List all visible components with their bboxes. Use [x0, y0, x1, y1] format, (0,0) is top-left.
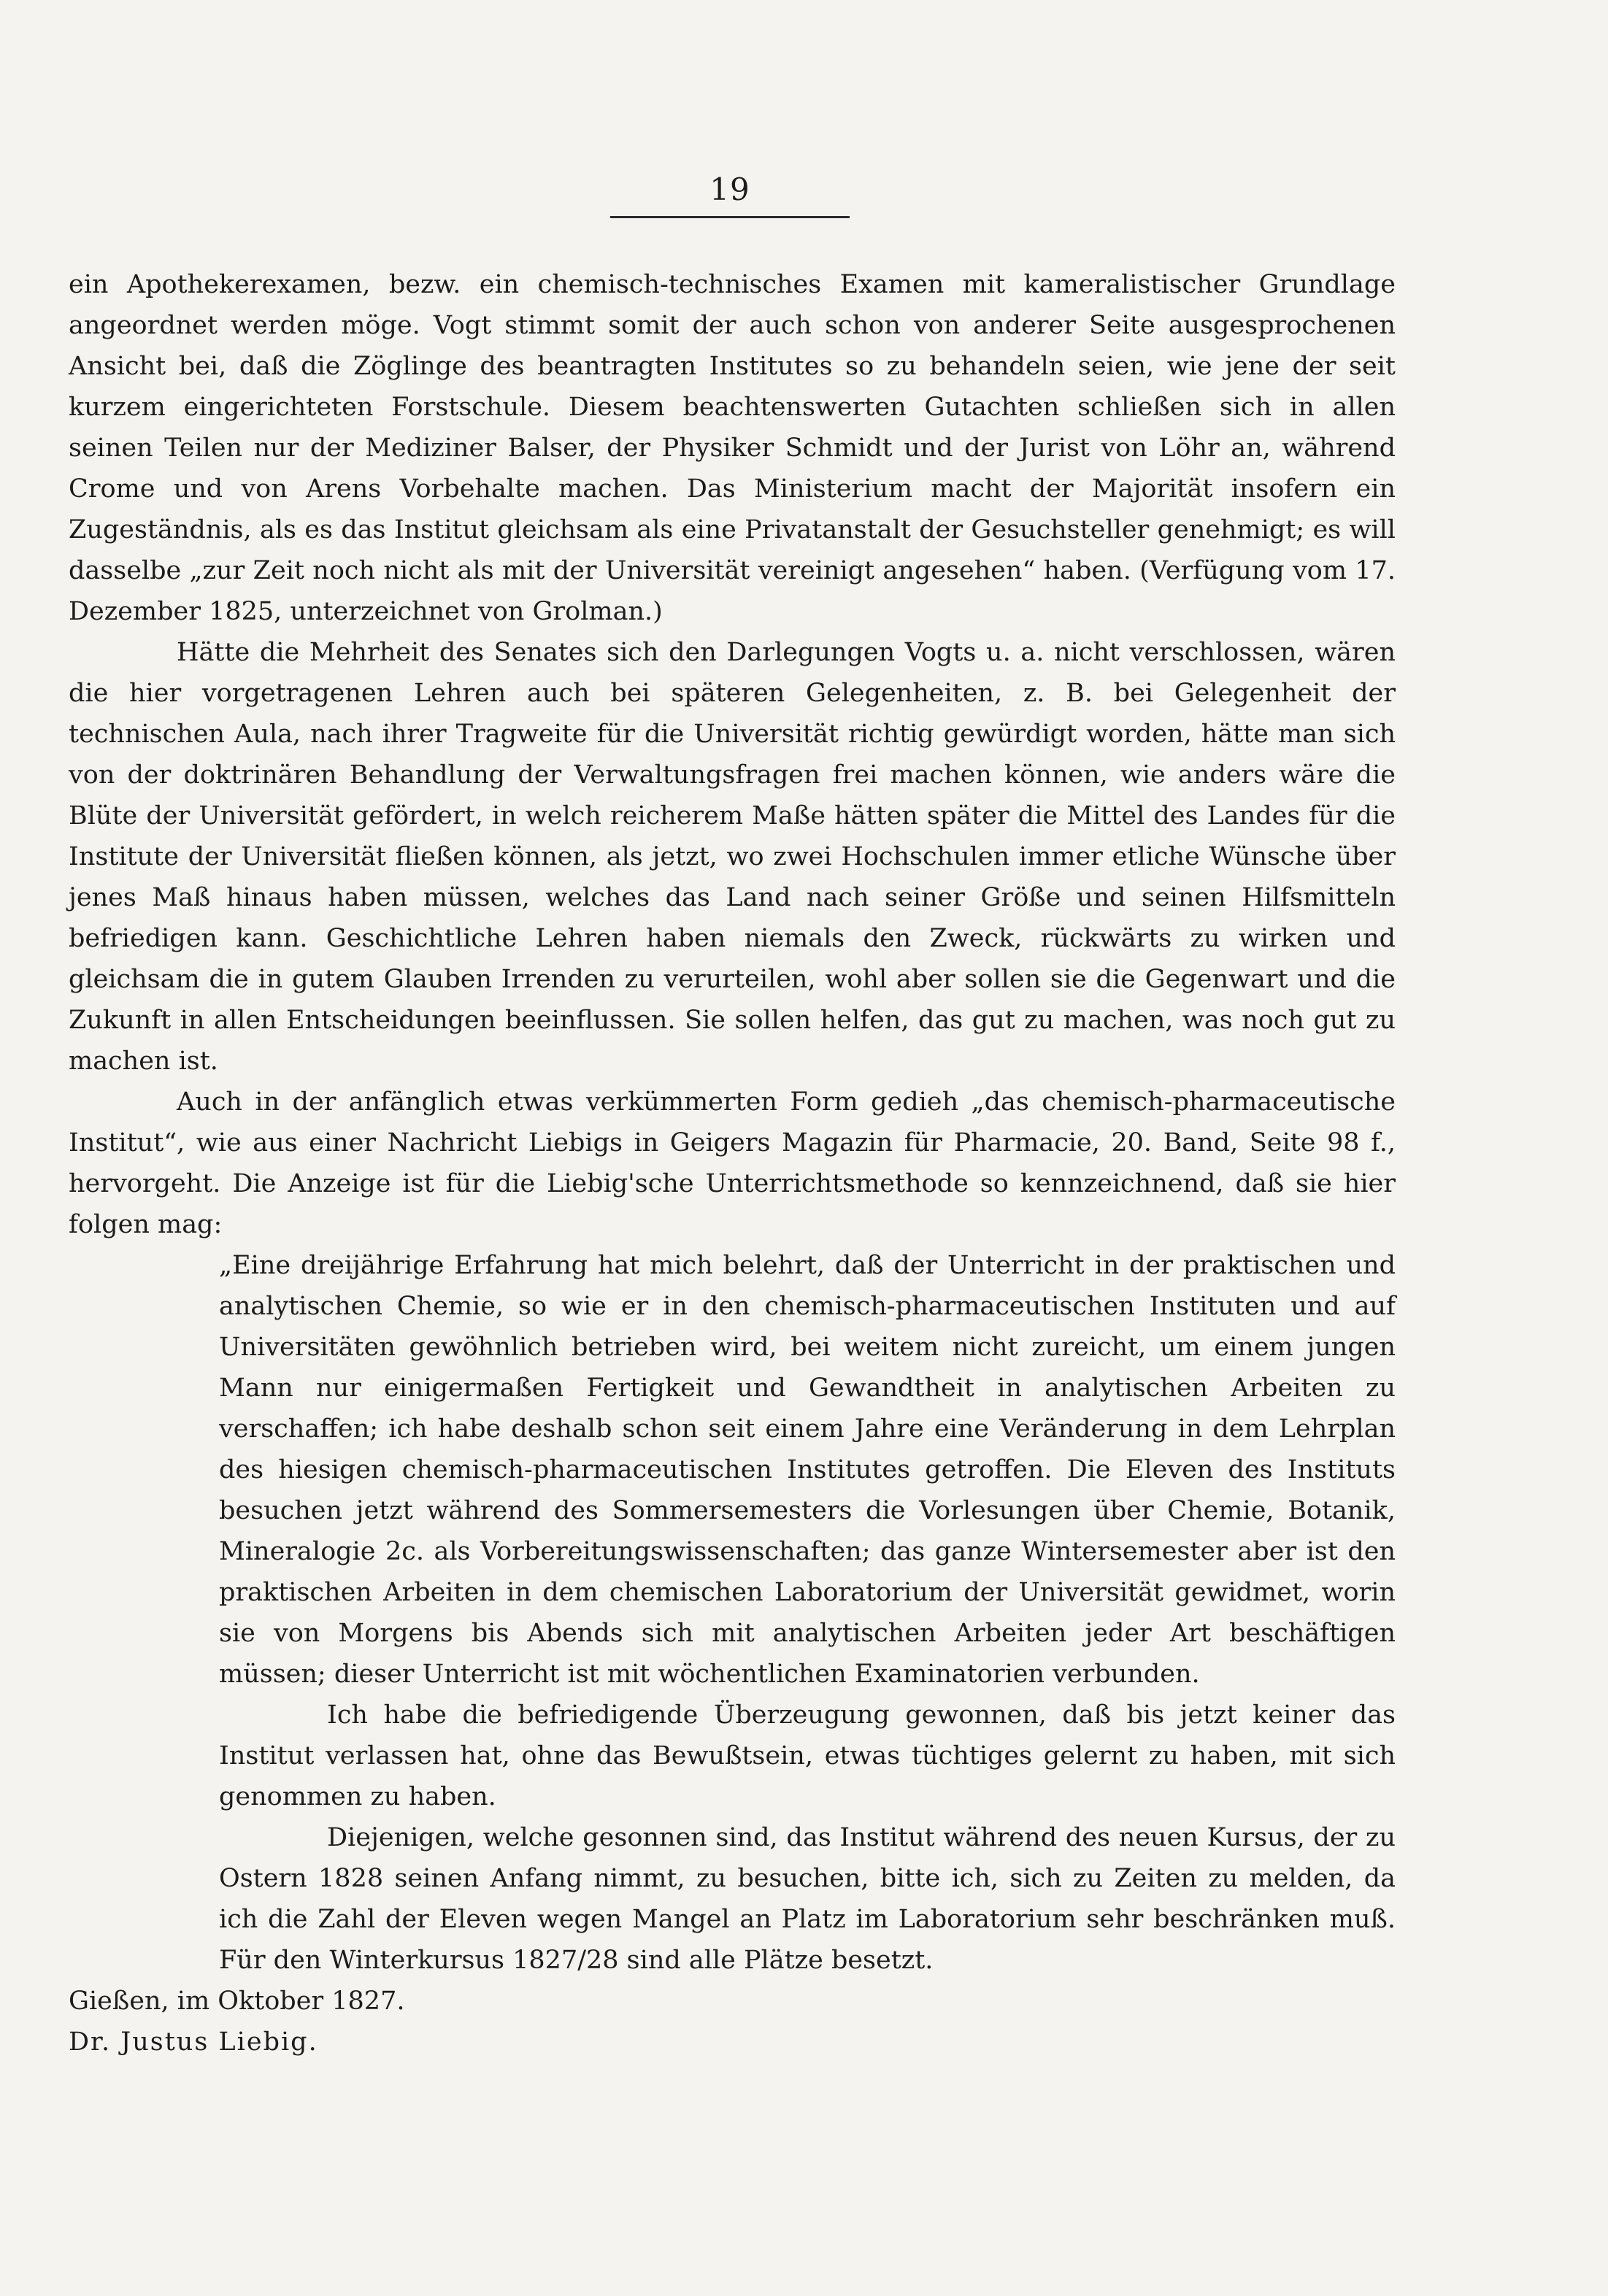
- quote-paragraph-1: „Eine dreijährige Erfahrung hat mich belehrt, daß der Unterricht in der praktischen und analytischen Chemie, so wie er in den chemisch-pharmaceutischen Instituten und auf Universitäten gewöhnlich betrieben wird, bei weitem nicht zureicht, um einem jungen Mann nur einigermaßen Fertigkeit und Gewandtheit in analytischen Arbeiten zu verschaffen; ich habe deshalb schon seit einem Jahre eine Veränderung in dem Lehrplan des hiesigen chemisch-pharmaceutischen Institutes getroffen. Die Eleven des Instituts besuchen jetzt während des Sommersemesters die Vorlesungen über Chemie, Botanik, Mineralogie 2c. als Vorbereitungswissenschaften; das ganze Wintersemester aber ist den praktischen Arbeiten in dem chemischen Laboratorium der Universität gewidmet, worin sie von Morgens bis Abends sich mit analytischen Arbeiten jeder Art beschäftigen müssen; dieser Unterricht ist mit wöchentlichen Examinatorien verbunden.: [219, 1251, 1396, 1689]
- body-text: [69, 264, 1396, 2062]
- page-number: 19: [709, 172, 750, 207]
- place-date: Gießen, im Oktober 1827.: [69, 1987, 405, 2016]
- paragraph-3: Auch in der anfänglich etwas verkümmerten Form gedieh „das chemisch-pharmaceutische Institut“, wie aus einer Nachricht Liebigs in Geigers Magazin für Pharmacie, 20. Band, Seite 98 f., hervorgeht. Die Anzeige ist für die Liebig'sche Unterrichtsmethode so kennzeichnend, daß sie hier folgen mag:: [69, 1087, 1396, 1239]
- signature: Dr. Justus Liebig.: [69, 2027, 318, 2057]
- paragraph-2: Hätte die Mehrheit des Senates sich den Darlegungen Vogts u. a. nicht verschlossen, wären die hier vorgetragenen Lehren auch bei späteren Gelegenheiten, z. B. bei Gelegenheit der technischen Aula, nach ihrer Tragweite für die Universität richtig gewürdigt worden, hätte man sich von der doktrinären Behandlung der Verwaltungsfragen frei machen können, wie anders wäre die Blüte der Universität gefördert, in welch reicherem Maße hätten später die Mittel des Landes für die Institute der Universität fließen können, als jetzt, wo zwei Hochschulen immer etliche Wünsche über jenes Maß hinaus haben müssen, welches das Land nach seiner Größe und seinen Hilfsmitteln befriedigen kann. Geschichtliche Lehren haben niemals den Zweck, rückwärts zu wirken und gleichsam die in gutem Glauben Irrenden zu verurteilen, wohl aber sollen sie die Gegenwart und die Zukunft in allen Entscheidungen beeinflussen. Sie sollen helfen, das gut zu machen, was noch gut zu machen ist.: [69, 638, 1396, 1076]
- header-rule: [610, 216, 850, 218]
- quote-paragraph-2: Ich habe die befriedigende Überzeugung gewonnen, daß bis jetzt keiner das Institut verlassen hat, ohne das Bewußtsein, etwas tüchtiges gelernt zu haben, mit sich genommen zu haben.: [219, 1700, 1396, 1811]
- quote-paragraph-3: Diejenigen, welche gesonnen sind, das Institut während des neuen Kursus, der zu Ostern 1828 seinen Anfang nimmt, zu besuchen, bitte ich, sich zu Zeiten zu melden, da ich die Zahl der Eleven wegen Mangel an Platz im Laboratorium sehr beschränken muß. Für den Winterkursus 1827/28 sind alle Plätze besetzt.: [219, 1823, 1396, 1975]
- paragraph-1: ein Apothekerexamen, bezw. ein chemisch-technisches Examen mit kameralistischer Grundlage angeordnet werden möge. Vogt stimmt somit der auch schon von anderer Seite ausgesprochenen Ansicht bei, daß die Zöglinge des beantragten Institutes so zu behandeln seien, wie jene der seit kurzem eingerichteten Forstschule. Diesem beachtenswerten Gutachten schließen sich in allen seinen Teilen nur der Mediziner Balser, der Physiker Schmidt und der Jurist von Löhr an, während Crome und von Arens Vorbehalte machen. Das Ministerium macht der Majorität insofern ein Zugeständnis, als es das Institut gleichsam als eine Privatanstalt der Gesuchsteller genehmigt; es will dasselbe „zur Zeit noch nicht als mit der Universität vereinigt angesehen“ haben. (Verfügung vom 17. Dezember 1825, unterzeichnet von Grolman.): [69, 270, 1396, 626]
